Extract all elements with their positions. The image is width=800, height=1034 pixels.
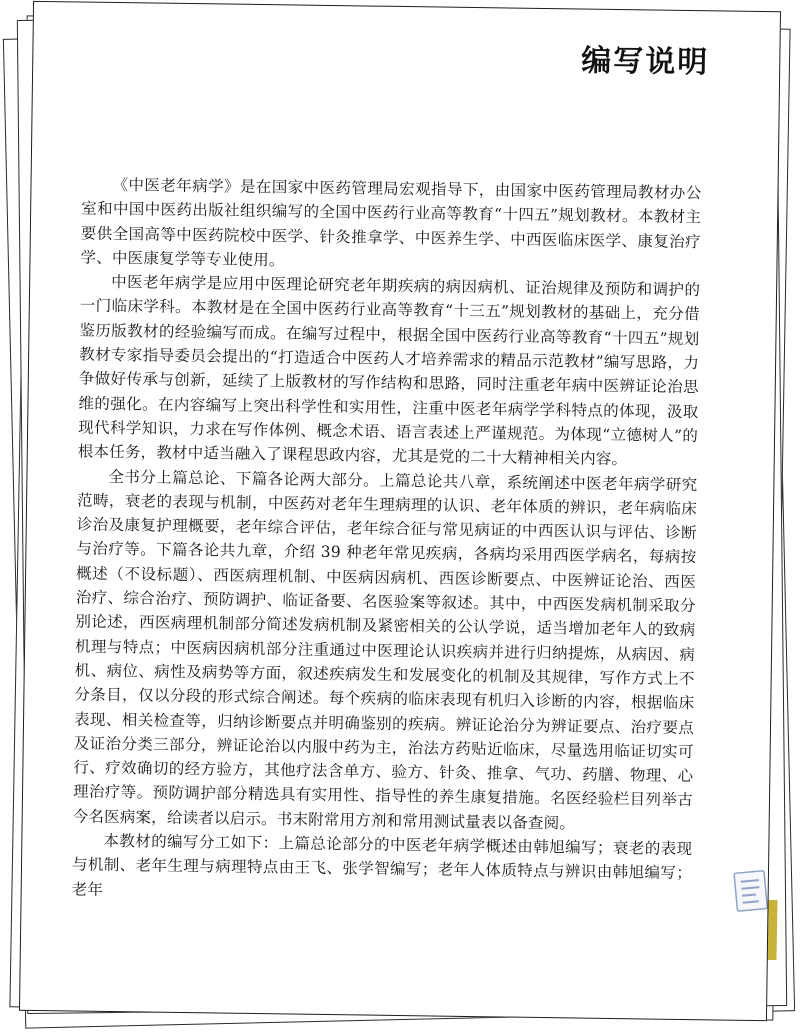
- document-stamp-icon: [732, 868, 770, 913]
- document-page: [19, 1, 781, 1021]
- body-text: [72, 173, 702, 910]
- paragraph-discipline: 中医老年病学是应用中医理论研究老年期疾病的病因病机、证治规律及预防和调护的一门临床学科。本教材是在全国中医药行业高等教育“十三五”规划教材的基础上，充分借鉴历版教材的经验编写而成。在编写过程中，根据全国中医药行业高等教育“十四五”规划教材专家指导委员会提出的“打造适合中医药人才培养需求的精品示范教材”编写思路，力争做好传承与创新，延续了上版教材的写作结构和思路，同时注重老年病中医辨证论治思维的强化。在内容编写上突出科学性和实用性，注重中医老年病学学科特点的体现，汲取现代科学知识，力求在写作体例、概念术语、语言表述上严谨规范。为体现“立德树人”的根本任务，教材中适当融入了课程思政内容，尤其是党的二十大精神相关内容。: [77, 273, 701, 469]
- page-title: 编写说明: [581, 43, 710, 81]
- paragraph-structure: 全书分上篇总论、下篇各论两大部分。上篇总论共八章，系统阐述中医老年病学研究范畴，衰老的表现与机制，中医药对老年生理病理的认识、老年体质的辨识，老年病临床诊治及康复护理概要，老年综合评估，老年综合征与常见病证的中西医认识与评估、诊断与治疗等。下篇各论共九章，介绍 39 种老年常见疾病，各病均采用西医学病名，每病按概述（不设标题）、西医病理机制、中医病因病机、西医诊断要点、中医辨证论治、西医治疗、综合治疗、预防调护、临证备要、名医验案等叙述。其中，中西医发病机制采取分别论述，西医病理机制部分简述发病机制及紧密相关的公认学说，适当增加老年人的致病机理与特点；中医病因病机部分注重通过中医理论认识疾病并进行归纳提炼，从病因、病机、病位、病性及病势等方面，叙述疾病发生和发展变化的机制及其规律，写作方式上不分条目，仅以分段的形式综合阐述。每个疾病的临床表现有机归入诊断的内容，根据临床表现、相关检查等，归纳诊断要点并明确鉴别的疾病。辨证论治分为辨证要点、治疗要点及证治分类三部分，辨证论治以内服中药为主，治法方药贴近临床，尽量选用临证切实可行、疗效确切的经方验方，其他疗法含单方、验方、针灸、推拿、气功、药膳、物理、心理治疗等。预防调护部分精选具有实用性、指导性的养生康复措施。名医经验栏目列举古今名医病案，给读者以启示。书末附常用方剂和常用测试量表以备查阅。: [72, 467, 698, 833]
- book-cover-strip: [767, 900, 777, 960]
- paragraph-intro: 《中医老年病学》是在国家中医药管理局宏观指导下，由国家中医药管理局教材办公室和中国中医药出版社组织编写的全国中医药行业高等教育“十四五”规划教材。本教材主要供全国高等中医药院校中医学、针灸推拿学、中医养生学、中西医临床医学、康复治疗学、中医康复学等专业使用。: [80, 175, 702, 270]
- paragraph-division: 本教材的编写分工如下：上篇总论部分的中医老年病学概述由韩旭编写；衰老的表现与机制、老年生理与病理特点由王飞、张学智编写；老年人体质特点与辨识由韩旭编写；老年: [71, 831, 693, 899]
